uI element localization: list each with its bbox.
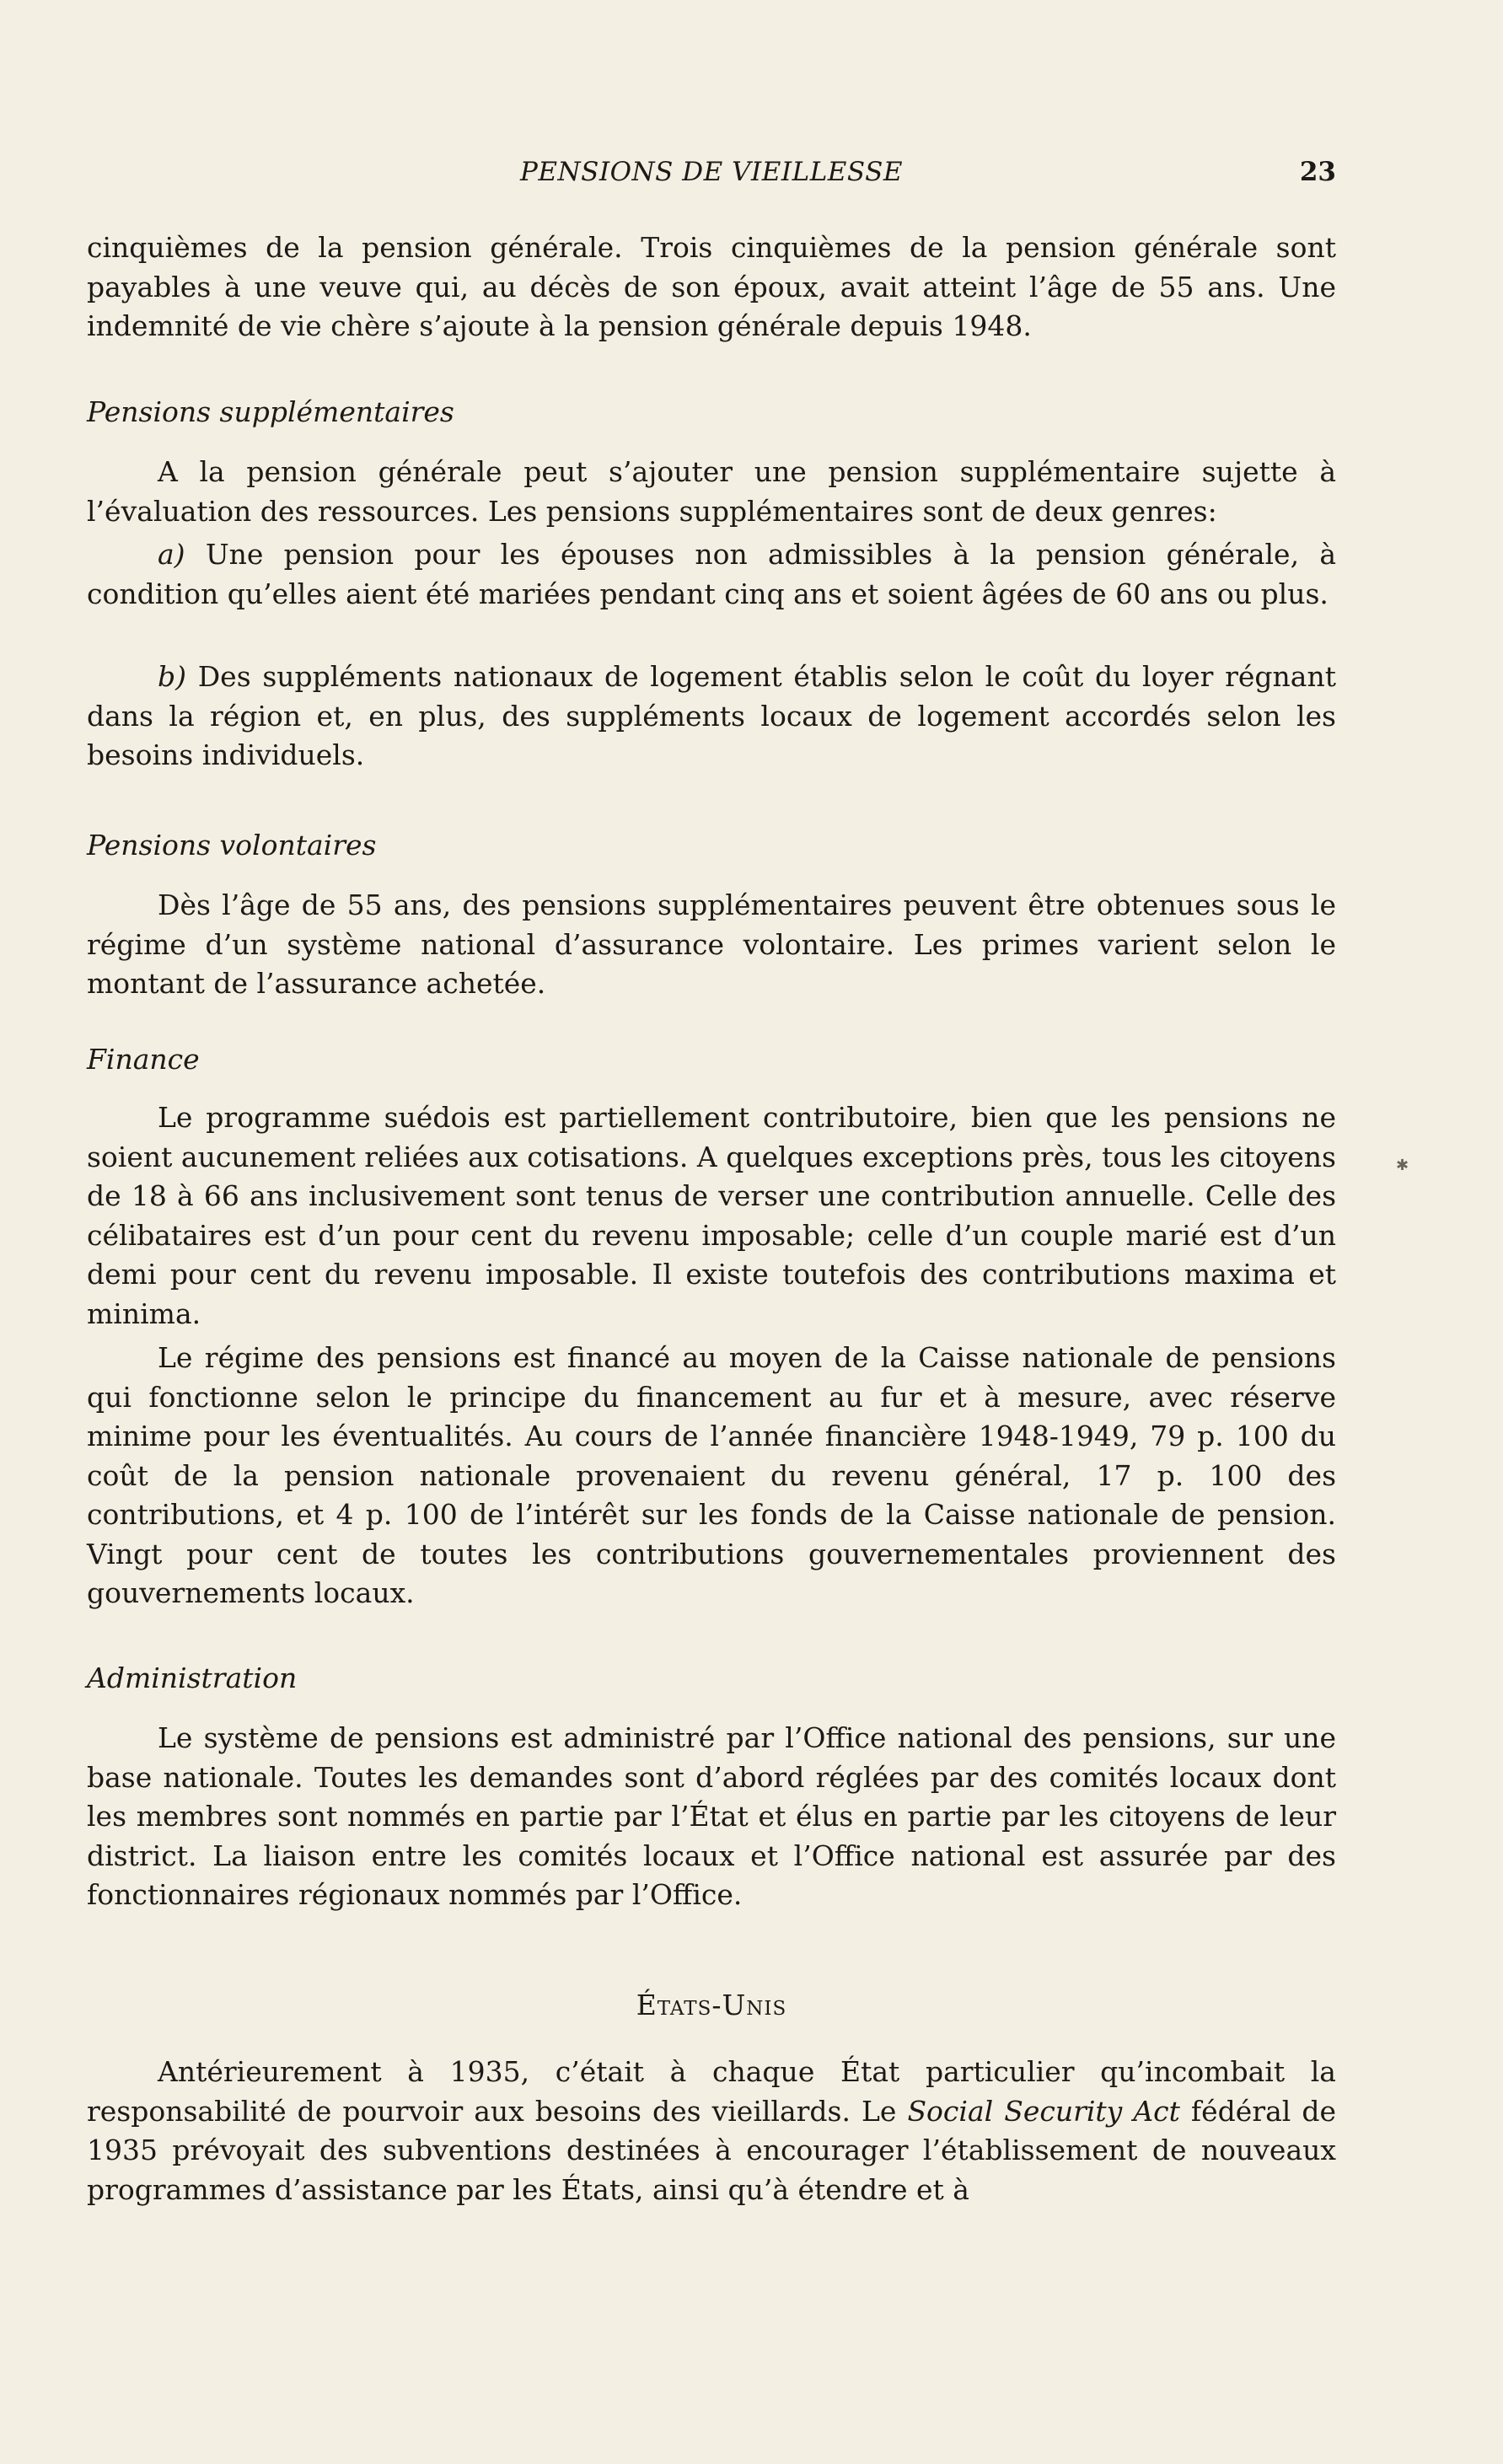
running-title: PENSIONS DE VIEILLESSE [520, 157, 903, 187]
paragraph: Le système de pensions est administré par l’Office national des pensions, sur une base nationale. Toutes les demandes sont d’abord réglées par des comités locaux dont les membres sont nommés en partie par l’État et élus en partie par les citoyens de leur district. La liaison entre les comités locaux et l’Office national est assurée par des fonctionnaires régionaux nommés par l’Office. [87, 1721, 1336, 1911]
paragraph: Le régime des pensions est financé au moyen de la Caisse nationale de pensions qui fonctionne selon le principe du financement au fur et à mesure, avec réserve minime pour les éventualités. Au cours de l’année financière 1948-1949, 79 p. 100 du coût de la pension nationale provenaient du revenu général, 17 p. 100 des contributions, et 4 p. 100 de l’intérêt sur les fonds de la Caisse nationale de pension. Vingt pour cent de toutes les contributions gouvernementales proviennent des gouvernements locaux. [87, 1341, 1336, 1609]
paragraph-block [87, 1098, 1336, 1334]
paragraph-text: A la pension générale peut s’ajouter une pension supplémentaire sujette à l’évaluation des ressources. Les pensions supplémentaires sont de deux genres: [87, 455, 1336, 528]
paragraph-block [87, 886, 1336, 1004]
list-item-a [87, 535, 1336, 614]
paragraph-block [87, 1339, 1336, 1613]
margin-mark: ✱ [1396, 1157, 1409, 1174]
paragraph-block [87, 1719, 1336, 1915]
paragraph [87, 535, 1336, 614]
section-heading: Pensions supplémentaires [87, 395, 454, 428]
paragraph: Dès l’âge de 55 ans, des pensions supplémentaires peuvent être obtenues sous le régime d’un système national d’assurance volontaire. Les primes varient selon le montant de l’assurance achetée. [87, 888, 1336, 1000]
paragraph-text: Une pension pour les épouses non admissibles à la pension générale, à condition qu’elles aient été mariées pendant cinq ans et soient âgées de 60 ans ou plus. [87, 538, 1336, 610]
section-finance [87, 1040, 1336, 1080]
running-head [87, 157, 1336, 197]
section-heading: Pensions volontaires [87, 829, 377, 862]
paragraph-text: Des suppléments nationaux de logement établis selon le coût du loyer régnant dans la région et, en plus, des suppléments locaux de logement accordés selon les besoins individuels. [87, 660, 1336, 771]
paragraph [87, 2053, 1336, 2209]
list-item-b [87, 658, 1336, 776]
section-supplementaires [87, 393, 1336, 432]
page-number: 23 [1299, 157, 1336, 187]
paragraph-block [87, 453, 1336, 531]
paragraph-text: Antérieurement à 1935, c’était à chaque État particulier qu’incombait la responsabilité de pourvoir aux besoins des vieillards. Le [87, 2055, 1336, 2128]
chapter-heading: États-Unis [636, 1989, 787, 2021]
paragraph-text: fédéral de 1935 prévoyait des subventions destinées à encourager l’établissement de nouveaux programmes d’assistance par les États, ainsi qu’à étendre et à [87, 2094, 1336, 2206]
act-title: Social Security Act [907, 2094, 1180, 2128]
section-etats-unis [87, 1986, 1336, 2026]
paragraph: Le programme suédois est partiellement contributoire, bien que les pensions ne soient aucunement reliées aux cotisations. A quelques exceptions près, tous les citoyens de 18 à 66 ans inclusivement sont tenus de verser une contribution annuelle. Celle des célibataires est d’un pour cent du revenu imposable; celle d’un couple marié est d’un demi pour cent du revenu imposable. Il existe toutefois des contributions maxima et minima. [87, 1101, 1336, 1330]
paragraph-block [87, 228, 1336, 346]
section-volontaires [87, 826, 1336, 866]
section-administration [87, 1659, 1336, 1699]
list-label: a) [158, 538, 185, 571]
paragraph-block [87, 2053, 1336, 2209]
section-heading: Finance [87, 1043, 200, 1076]
paragraph [87, 658, 1336, 776]
section-heading: Administration [87, 1661, 298, 1694]
paragraph [87, 453, 1336, 531]
paragraph: cinquièmes de la pension générale. Trois cinquièmes de la pension générale sont payables à une veuve qui, au décès de son époux, avait atteint l’âge de 55 ans. Une indemnité de vie chère s’ajoute à la pension générale depuis 1948. [87, 231, 1336, 342]
list-label: b) [158, 660, 186, 693]
